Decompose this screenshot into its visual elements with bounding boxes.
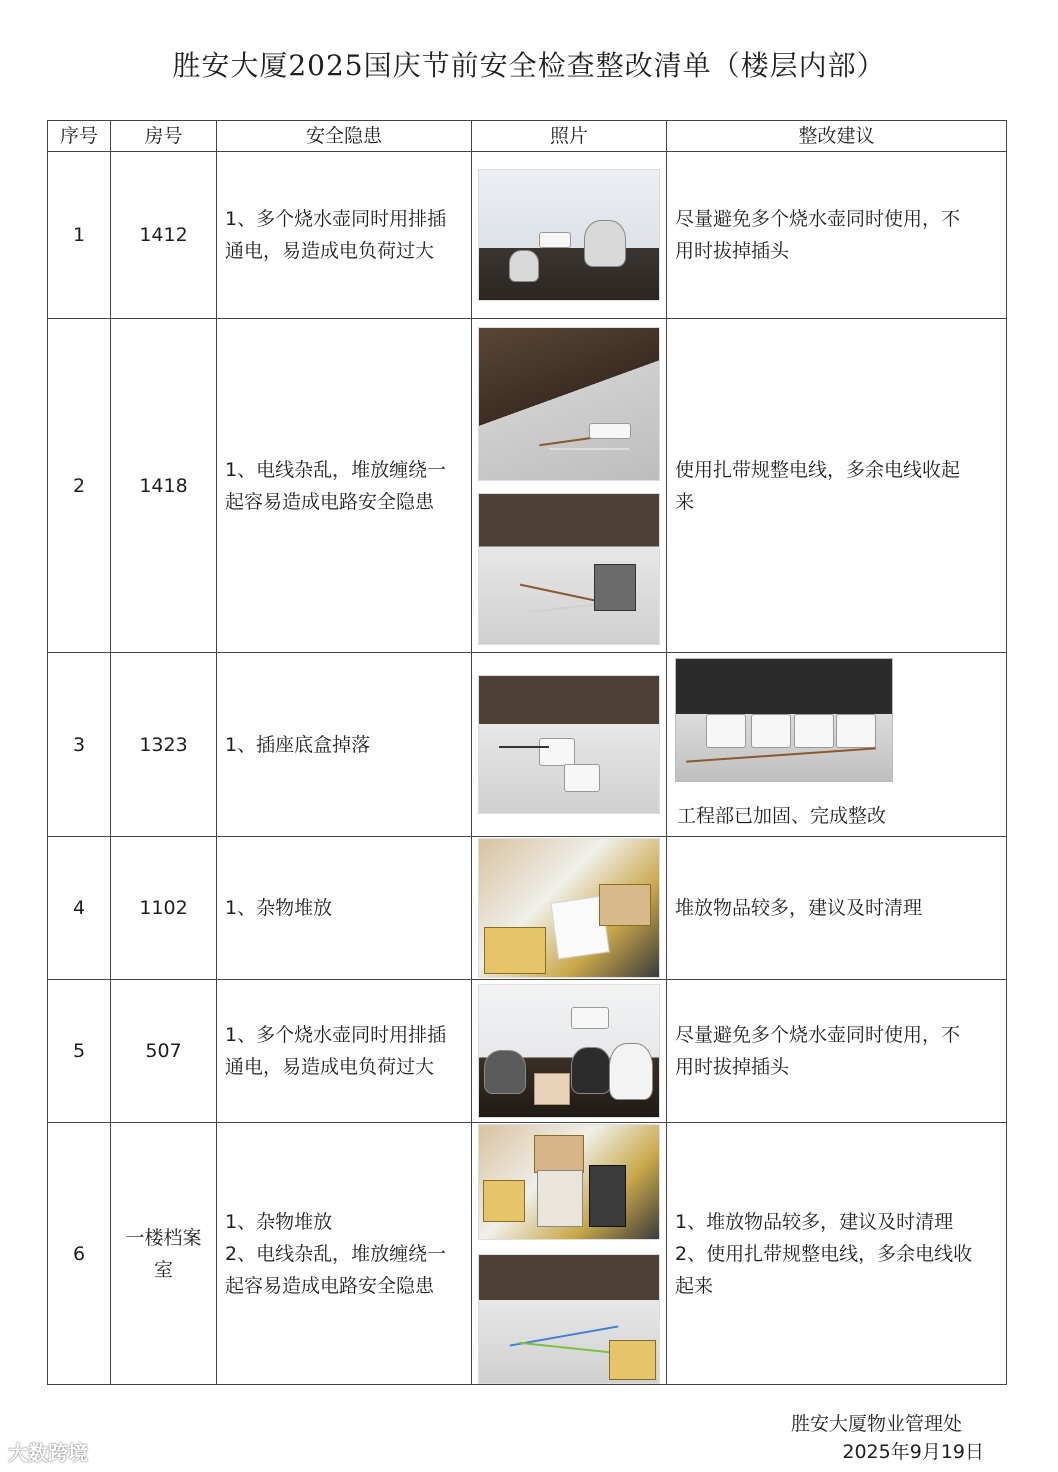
footer-org: 胜安大厦物业管理处 [790,1413,962,1435]
photo-archive-wires [478,1254,660,1384]
fix-line: 尽量避免多个烧水壶同时使用，不 [675,208,961,230]
row-number: 6 [48,1123,111,1385]
row-number: 2 [48,319,111,653]
hazard-line: 起容易造成电路安全隐患 [225,1274,435,1297]
table-header-row [48,121,1007,152]
hazard-cell [217,319,472,653]
fix-line: 2、使用扎带规整电线，多余电线收 [675,1242,973,1265]
photo-archive-clutter [478,1124,660,1240]
row-number: 4 [48,837,111,980]
fix-line: 1、堆放物品较多，建议及时清理 [675,1210,954,1233]
fix-cell [667,653,1007,837]
photo-tangled-wires-under-desk [478,327,660,481]
row-number: 3 [48,653,111,837]
photo-kettles-on-counter [478,984,660,1118]
page-title: 胜安大厦2025国庆节前安全检查整改清单（楼层内部） [172,49,886,82]
photo-kettles-on-power-strip [478,169,660,301]
table-row [48,152,1007,319]
hazard-cell [217,653,472,837]
room-number: 1323 [111,653,217,837]
table-row [48,319,1007,653]
fix-cell [667,837,1007,980]
hazard-line: 1、杂物堆放 [225,1210,333,1233]
room-number: 1102 [111,837,217,980]
photo-cell [472,980,667,1123]
room-line: 室 [153,1258,173,1281]
photo-cell [472,152,667,319]
photo-reinforced-sockets [675,658,893,782]
table-row [48,1123,1007,1385]
photo-clutter-boxes [478,838,660,978]
room-number: 1418 [111,319,217,653]
room-number: 1412 [111,152,217,319]
table-row [48,653,1007,837]
hazard-line: 通电，易造成电负荷过大 [225,1056,435,1078]
hazard-cell [217,837,472,980]
hazard-line: 1、多个烧水壶同时用排插 [225,1024,447,1046]
table-row [48,980,1007,1123]
header-photo: 照片 [472,121,667,152]
hazard-line: 1、多个烧水壶同时用排插 [225,208,447,230]
hazard-line: 1、插座底盒掉落 [225,733,371,756]
hazard-line: 起容易造成电路安全隐患 [225,490,435,513]
row-number: 1 [48,152,111,319]
hazard-line: 2、电线杂乱，堆放缠绕一 [225,1242,447,1265]
row-number: 5 [48,980,111,1123]
fix-cell [667,980,1007,1123]
photo-cell [472,653,667,837]
fix-line: 用时拔掉插头 [675,240,790,262]
hazard-line: 1、杂物堆放 [225,897,333,919]
photo-cell [472,319,667,653]
hazard-cell [217,1123,472,1385]
room-line: 一楼档案 [125,1226,202,1249]
photo-fallen-socket-box [478,675,660,814]
hazard-cell [217,152,472,319]
footer [791,1410,984,1466]
fix-line: 工程部已加固、完成整改 [677,805,887,827]
footer-date: 2025年9月19日 [842,1441,984,1463]
header-no: 序号 [48,121,111,152]
header-fix: 整改建议 [667,121,1007,152]
fix-cell [667,1123,1007,1385]
photo-cell [472,837,667,980]
header-room: 房号 [111,121,217,152]
rectification-table [47,120,1007,1385]
watermark: 大数跨境 [8,1441,88,1465]
header-hazard: 安全隐患 [217,121,472,152]
hazard-line: 通电，易造成电负荷过大 [225,240,435,262]
fix-line: 堆放物品较多，建议及时清理 [675,897,923,919]
fix-line: 使用扎带规整电线，多余电线收起 [675,458,961,481]
room-number: 507 [111,980,217,1123]
photo-cell [472,1123,667,1385]
photo-tangled-wires-floor [478,493,660,645]
fix-line: 尽量避免多个烧水壶同时使用，不 [675,1024,961,1046]
fix-cell [667,152,1007,319]
table-row [48,837,1007,980]
room-number [111,1123,217,1385]
hazard-cell [217,980,472,1123]
fix-cell [667,319,1007,653]
hazard-line: 1、电线杂乱，堆放缠绕一 [225,458,447,481]
fix-line: 用时拔掉插头 [675,1056,790,1078]
fix-line: 来 [675,490,695,513]
fix-line: 起来 [675,1274,714,1297]
